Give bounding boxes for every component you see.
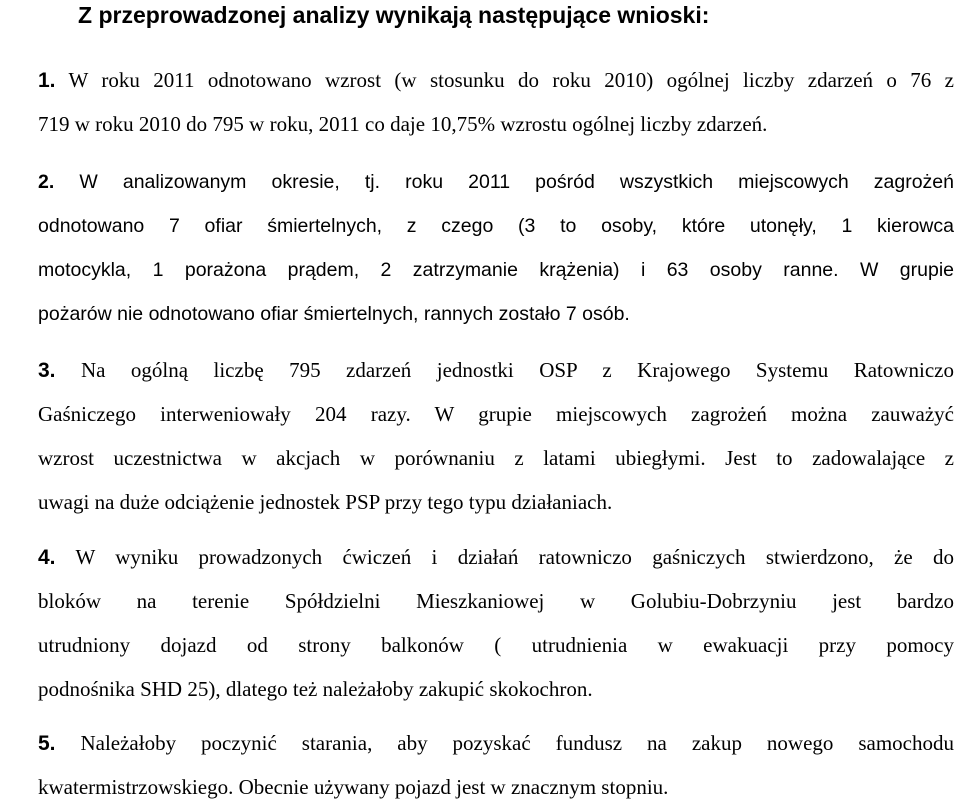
item-number: 4. [38, 546, 56, 569]
line-text: W roku 2011 odnotowano wzrost (w stosunku do roku 2010) ogólnej liczby zdarzeń o 76 z [68, 68, 955, 92]
conclusion-item-5 [38, 721, 954, 809]
paragraph-line [38, 58, 954, 102]
conclusion-item-3 [38, 348, 954, 524]
paragraph-line: bloków na terenie Spółdzielni Mieszkaniowej w Golubiu-Dobrzyniu jest bardzo [38, 589, 954, 613]
paragraph-line: odnotowano 7 ofiar śmiertelnych, z czego (3 to osoby, które utonęły, 1 kierowca [38, 215, 954, 237]
paragraph-line: uwagi na duże odciążenie jednostek PSP przy tego typu działaniach. [38, 490, 613, 514]
line-text: Na ogólną liczbę 795 zdarzeń jednostki OSP z Krajowego Systemu Ratowniczo [80, 358, 954, 382]
conclusion-item-1 [38, 58, 954, 146]
item-number: 5. [38, 732, 56, 755]
paragraph-line: 719 w roku 2010 do 795 w roku, 2011 co daje 10,75% wzrostu ogólnej liczby zdarzeń. [38, 112, 768, 136]
paragraph-line: kwatermistrzowskiego. Obecnie używany pojazd jest w znacznym stopniu. [38, 775, 669, 799]
paragraph-line [38, 721, 954, 765]
item-number: 2. [38, 171, 55, 193]
paragraph-line: motocykla, 1 porażona prądem, 2 zatrzymanie krążenia) i 63 osoby ranne. W grupie [38, 259, 954, 281]
paragraph-line: podnośnika SHD 25), dlatego też należałoby zakupić skokochron. [38, 677, 593, 701]
document-heading: Z przeprowadzonej analizy wynikają następujące wnioski: [78, 2, 710, 28]
item-number: 1. [38, 69, 56, 92]
line-text: W wyniku prowadzonych ćwiczeń i działań ratowniczo gaśniczych stwierdzono, że do [75, 545, 954, 569]
paragraph-line: Gaśniczego interweniowały 204 razy. W grupie miejscowych zagrożeń można zauważyć [38, 402, 954, 426]
paragraph-line [38, 160, 954, 204]
paragraph-line [38, 535, 954, 579]
paragraph-line: pożarów nie odnotowano ofiar śmiertelnych, rannych zostało 7 osób. [38, 303, 630, 325]
conclusion-item-2 [38, 160, 954, 336]
conclusion-item-4 [38, 535, 954, 711]
paragraph-line: wzrost uczestnictwa w akcjach w porównaniu z latami ubiegłymi. Jest to zadowalające z [38, 446, 954, 470]
item-number: 3. [38, 359, 56, 382]
line-text: W analizowanym okresie, tj. roku 2011 pośród wszystkich miejscowych zagrożeń [79, 171, 954, 193]
paragraph-line [38, 348, 954, 392]
paragraph-line: utrudniony dojazd od strony balkonów ( utrudnienia w ewakuacji przy pomocy [38, 633, 954, 657]
line-text: Należałoby poczynić starania, aby pozyskać fundusz na zakup nowego samochodu [80, 731, 954, 755]
